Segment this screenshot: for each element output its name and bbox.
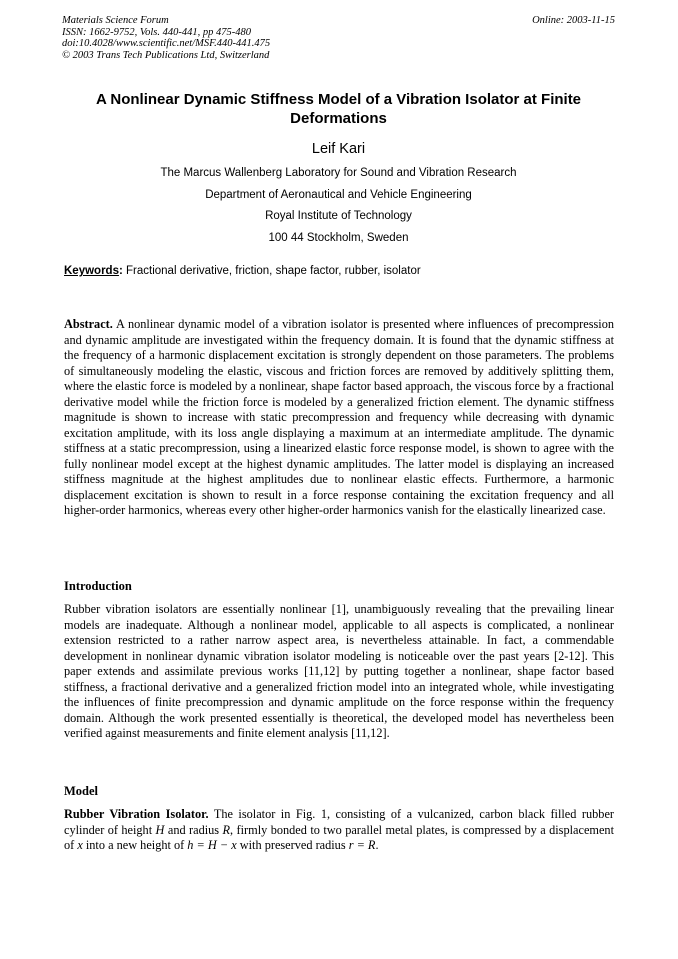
abstract-text: A nonlinear dynamic model of a vibration isolator is presented where influences of precompression and dynamic amplitude are investigated within the frequency domain. It is found that the dynamic stiffness at the frequency of a harmonic displacement excitation is strongly dependent on those parameters. The problems of simultaneously modeling the elastic, viscous and friction forces are removed by additively splitting them, where the elastic force is modeled by a nonlinear, shape factor based approach, the viscous force by a fractional derivative model while the friction force is modeled by a generalized friction element. The dynamic stiffness magnitude is shown to increase with static precompression and frequency while decreasing with dynamic excitation amplitude, with its loss angle displaying a maximum at an intermediate amplitude. The dynamic stiffness at a static precompression, using a linearized elastic force response model, is shown to agree with the fully nonlinear model except at the highest dynamic amplitudes. The latter model is displaying an increased stiffness magnitude at the highest amplitudes due to nonlinear elastic effects. Furthermore, a harmonic displacement excitation is shown to result in a force response containing the excitation frequency and all higher-order harmonics, whereas every other higher-order harmonics vanish for the elastically linearized case. bbox=[64, 317, 614, 517]
abstract-label: Abstract. bbox=[64, 317, 113, 331]
keywords-text: Fractional derivative, friction, shape factor, rubber, isolator bbox=[122, 265, 421, 277]
introduction-heading: Introduction bbox=[64, 579, 132, 593]
publication-header bbox=[62, 15, 615, 61]
affiliation-line: The Marcus Wallenberg Laboratory for Sound and Vibration Research bbox=[160, 167, 517, 179]
equation-height: h = H − x bbox=[187, 838, 237, 852]
paper-title bbox=[62, 90, 615, 128]
author-name: Leif Kari bbox=[311, 141, 366, 157]
keywords-line bbox=[64, 263, 617, 279]
copyright-line: © 2003 Trans Tech Publications Ltd, Switzerland bbox=[62, 49, 270, 61]
issn-line: ISSN: 1662-9752, Vols. 440-441, pp 475-480 bbox=[62, 26, 251, 38]
model-text-5: with preserved radius bbox=[236, 838, 349, 852]
var-radius: R bbox=[222, 822, 231, 837]
model-paragraph bbox=[64, 807, 614, 854]
abstract-paragraph bbox=[64, 317, 614, 519]
doi-line[interactable]: doi:10.4028/www.scientific.net/MSF.440-441.475 bbox=[62, 38, 271, 50]
affiliation-line: 100 44 Stockholm, Sweden bbox=[268, 231, 409, 244]
var-height: H bbox=[155, 822, 165, 837]
model-heading: Model bbox=[64, 784, 99, 798]
keywords-label: Keywords bbox=[64, 265, 119, 277]
model-text-1: The isolator in Fig. 1, consisting of a vulcanized, carbon black filled rubber cylinder of height bbox=[64, 807, 614, 837]
equation-radius: r = R bbox=[348, 838, 376, 852]
model-text-4: into a new height of bbox=[82, 838, 188, 852]
online-date: Online: 2003-11-15 bbox=[532, 15, 615, 26]
var-displacement: x bbox=[77, 838, 83, 852]
title-line-1: A Nonlinear Dynamic Stiffness Model of a Vibration Isolator at Finite bbox=[95, 91, 582, 108]
model-text-3: , firmly bonded to two parallel metal plates, is compressed by a displacement of bbox=[64, 822, 614, 852]
keywords-colon: : bbox=[118, 265, 123, 277]
affiliation-line: Royal Institute of Technology bbox=[265, 210, 412, 222]
affiliation-block bbox=[62, 163, 615, 249]
model-text-6: . bbox=[375, 838, 379, 852]
journal-name: Materials Science Forum bbox=[62, 15, 169, 26]
model-subheading: Rubber Vibration Isolator. bbox=[64, 807, 209, 821]
introduction-paragraph: Rubber vibration isolators are essentially nonlinear [1], unambiguously revealing that the prevailing linear models are inadequate. Although a nonlinear model, applicable to all aspects is complicated, a nonlinear extension restricted to a rather narrow aspect area, is nevertheless attainable. In fact, a commendable development in nonlinear dynamic vibration isolator modeling is noticeable over the past years [2-12]. This paper extends and assimilate previous works [11,12] by putting together a nonlinear, shape factor based stiffness, a fractional derivative and a generalized friction model into an integrated whole, while investigating the influences of finite precompression and dynamic amplitude on the force response within the frequency domain. Although the work presented essentially is theoretical, the developed model has nevertheless been verified against measurements and finite element analysis [11,12]. bbox=[64, 602, 614, 740]
model-text-2: and radius bbox=[164, 822, 223, 837]
title-line-2: Deformations bbox=[290, 110, 387, 127]
affiliation-line: Department of Aeronautical and Vehicle Engineering bbox=[205, 188, 472, 201]
